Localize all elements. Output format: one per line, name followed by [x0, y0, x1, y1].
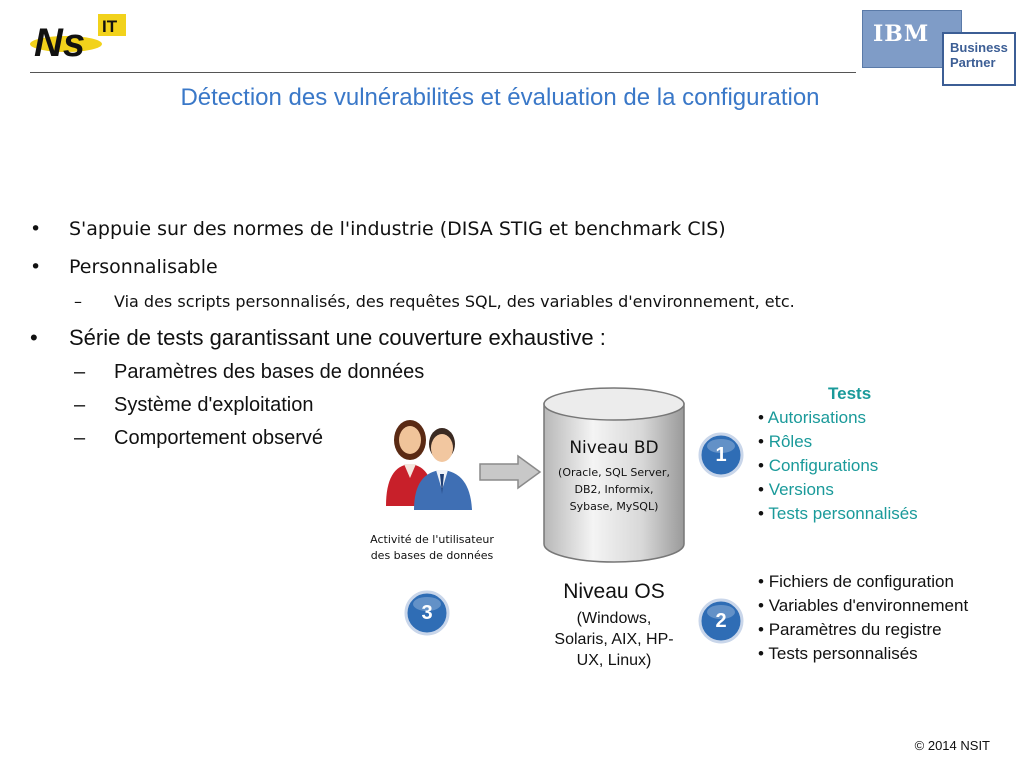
badge-1 [698, 432, 744, 478]
db-level-line-2: DB2, Informix, [574, 483, 654, 496]
list-item: • Paramètres du registre [758, 620, 942, 639]
caption-line-2: des bases de données [370, 549, 494, 562]
db-level-details [552, 464, 676, 515]
sub-bullet-item [0, 361, 600, 389]
os-tests-list [758, 570, 998, 666]
header-divider [30, 72, 856, 73]
os-level-details [540, 608, 688, 671]
bullet-item [0, 218, 900, 246]
bullet-marker: • [30, 218, 42, 240]
list-item: • Variables d'environnement [758, 596, 969, 615]
sub-bullet-item [0, 394, 600, 422]
bullet-text: S'appuie sur des normes de l'industrie (DISA STIG et benchmark CIS) [69, 218, 726, 240]
list-item: • Rôles [758, 432, 813, 451]
ibm-brand: IBM [873, 21, 930, 47]
tests-title: Tests [828, 384, 872, 403]
bullet-marker: • [30, 256, 42, 278]
dash-marker: – [74, 292, 82, 311]
sub-bullet-item [0, 292, 1000, 316]
list-item: • Tests personnalisés [758, 644, 918, 663]
bullet-text: Série de tests garantissant une couverture exhaustive : [69, 325, 606, 350]
bullet-marker: • [30, 325, 38, 350]
dash-marker: – [74, 394, 86, 416]
os-level-title: Niveau OS [563, 580, 665, 603]
caption-line-1: Activité de l'utilisateur [370, 533, 494, 546]
list-item: • Configurations [758, 456, 879, 475]
badge-1-number: 1 [715, 444, 727, 466]
ibm-line-partner: Partner [950, 55, 996, 70]
sub-bullet-text: Comportement observé [114, 427, 323, 449]
flow-arrow [478, 454, 542, 490]
list-item: • Tests personnalisés [758, 504, 918, 523]
badge-3-number: 3 [421, 602, 433, 624]
nsit-logo [28, 10, 138, 70]
ibm-line-business: Business [950, 40, 1008, 55]
sub-bullet-text: Via des scripts personnalisés, des requêtes SQL, des variables d'environnement, etc. [114, 292, 795, 311]
logo-suffix-text: IT [102, 17, 118, 36]
badge-3 [404, 590, 450, 636]
bullet-item [0, 325, 900, 355]
os-level-line-2: Solaris, AIX, HP- [554, 631, 674, 648]
list-item: • Autorisations [758, 408, 867, 427]
db-level-line-3: Sybase, MySQL) [569, 500, 659, 513]
db-level-title: Niveau BD [569, 438, 659, 458]
copyright: © 2014 NSIT [914, 738, 990, 753]
dash-marker: – [74, 427, 86, 449]
ibm-badge-white [942, 32, 1016, 86]
os-level-line-3: UX, Linux) [576, 652, 652, 669]
list-item: • Versions [758, 480, 834, 499]
db-level-line-1: (Oracle, SQL Server, [558, 466, 670, 479]
dash-marker: – [74, 361, 86, 383]
list-item: • Fichiers de configuration [758, 572, 954, 591]
badge-2 [698, 598, 744, 644]
sub-bullet-text: Paramètres des bases de données [114, 361, 425, 383]
sub-bullet-text: Système d'exploitation [114, 394, 314, 416]
logo-main-text: Ns [34, 21, 86, 65]
os-level-line-1: (Windows, [576, 610, 652, 627]
user-activity-caption [352, 532, 512, 564]
bullet-item [0, 256, 900, 284]
ibm-partner-badge [862, 10, 1014, 86]
bullet-text: Personnalisable [69, 256, 218, 278]
sub-bullet-item [0, 427, 600, 455]
tests-list [758, 406, 918, 526]
database-users-icon [380, 410, 480, 510]
badge-2-number: 2 [715, 610, 727, 632]
slide-title: Détection des vulnérabilités et évaluation de la configuration [180, 84, 820, 111]
